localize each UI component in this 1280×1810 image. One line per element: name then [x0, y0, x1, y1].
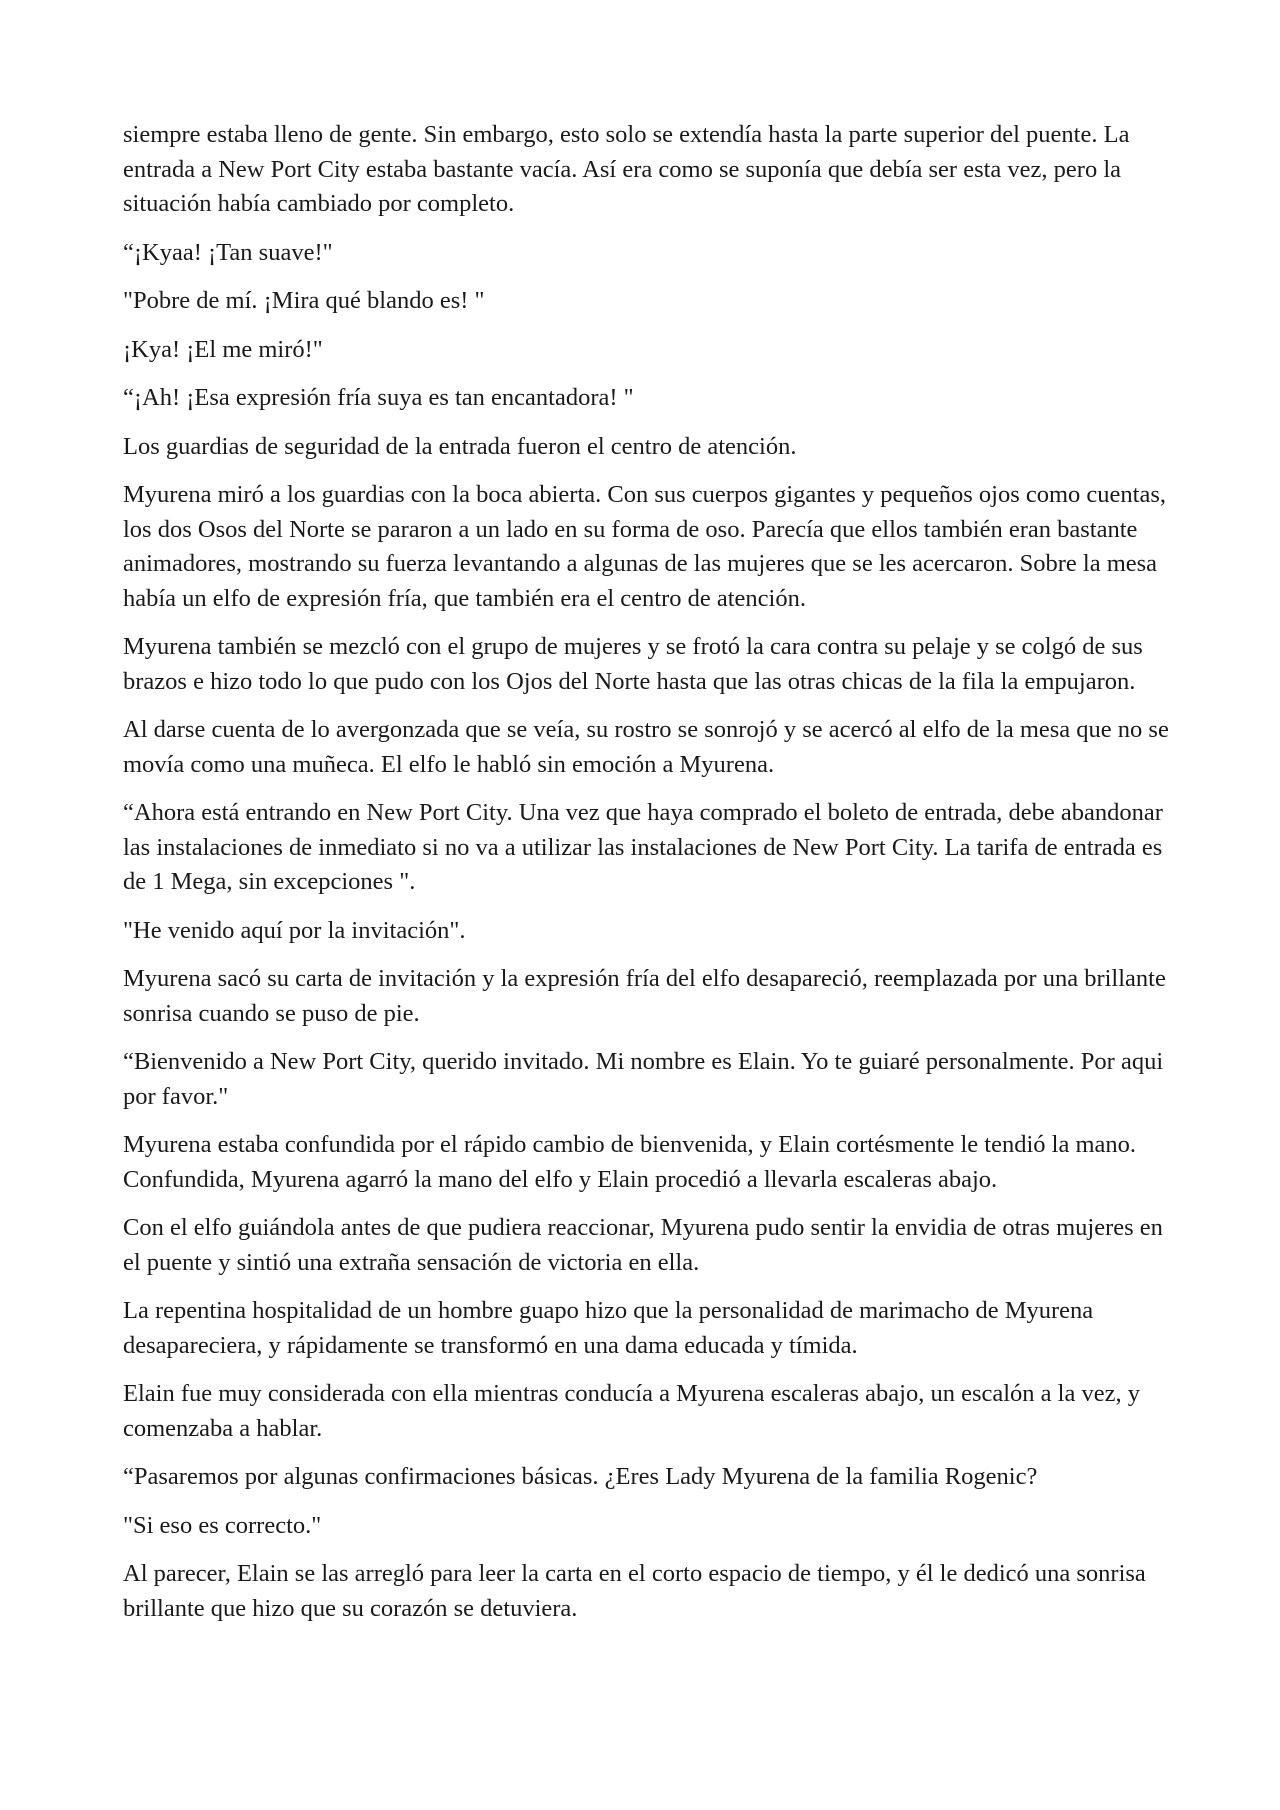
- paragraph: Los guardias de seguridad de la entrada fueron el centro de atención.: [123, 432, 797, 460]
- paragraph: ¡Kya! ¡El me miró!": [123, 335, 323, 363]
- paragraph: “¡Ah! ¡Esa expresión fría suya es tan encantadora! ": [123, 384, 634, 411]
- document-page: [123, 118, 1173, 1640]
- paragraph: Myurena también se mezcló con el grupo de mujeres y se frotó la cara contra su pelaje y se colgó de sus brazos e hizo todo lo que pudo con los Ojos del Norte hasta que las otras chicas de la fila la empujaron.: [123, 633, 1143, 695]
- paragraph: La repentina hospitalidad de un hombre guapo hizo que la personalidad de marimacho de Myurena desapareciera, y rápidamente se transformó en una dama educada y tímida.: [123, 1297, 1094, 1359]
- paragraph: Al parecer, Elain se las arregló para leer la carta en el corto espacio de tiempo, y él le dedicó una sonrisa brillante que hizo que su corazón se detuviera.: [123, 1560, 1146, 1622]
- paragraph: Con el elfo guiándola antes de que pudiera reaccionar, Myurena pudo sentir la envidia de otras mujeres en el puente y sintió una extraña sensación de victoria en ella.: [123, 1214, 1163, 1276]
- paragraph: "Si eso es correcto.": [123, 1511, 322, 1539]
- paragraph: Elain fue muy considerada con ella mientras conducía a Myurena escaleras abajo, un escalón a la vez, y comenzaba a hablar.: [123, 1380, 1140, 1442]
- paragraph: "Pobre de mí. ¡Mira qué blando es! ": [123, 287, 485, 314]
- paragraph: “Ahora está entrando en New Port City. Una vez que haya comprado el boleto de entrada, debe abandonar las instalaciones de inmediato si no va a utilizar las instalaciones de New Port City. La tarifa de entrada es de 1 Mega, sin excepciones ".: [123, 799, 1163, 895]
- paragraph: “¡Kyaa! ¡Tan suave!": [123, 238, 333, 266]
- paragraph: Myurena sacó su carta de invitación y la expresión fría del elfo desapareció, reemplazada por una brillante sonrisa cuando se puso de pie.: [123, 965, 1166, 1027]
- paragraph: “Pasaremos por algunas confirmaciones básicas. ¿Eres Lady Myurena de la familia Rogenic?: [123, 1463, 1038, 1490]
- paragraph: "He venido aquí por la invitación".: [123, 916, 466, 944]
- paragraph: Myurena estaba confundida por el rápido cambio de bienvenida, y Elain cortésmente le tendió la mano. Confundida, Myurena agarró la mano del elfo y Elain procedió a llevarla escaleras abajo.: [123, 1131, 1136, 1193]
- paragraph: siempre estaba lleno de gente. Sin embargo, esto solo se extendía hasta la parte superior del puente. La entrada a New Port City estaba bastante vacía. Así era como se suponía que debía ser esta vez, pero la situación había cambiado por completo.: [123, 121, 1130, 217]
- paragraph: Myurena miró a los guardias con la boca abierta. Con sus cuerpos gigantes y pequeños ojos como cuentas, los dos Osos del Norte se pararon a un lado en su forma de oso. Parecía que ellos también eran bastante animadores, mostrando su fuerza levantando a algunas de las mujeres que se les acercaron. Sobre la mesa había un elfo de expresión fría, que también era el centro de atención.: [123, 481, 1167, 612]
- paragraph: “Bienvenido a New Port City, querido invitado. Mi nombre es Elain. Yo te guiaré personalmente. Por aqui por favor.": [123, 1048, 1164, 1110]
- paragraph: Al darse cuenta de lo avergonzada que se veía, su rostro se sonrojó y se acercó al elfo de la mesa que no se movía como una muñeca. El elfo le habló sin emoción a Myurena.: [123, 716, 1169, 778]
